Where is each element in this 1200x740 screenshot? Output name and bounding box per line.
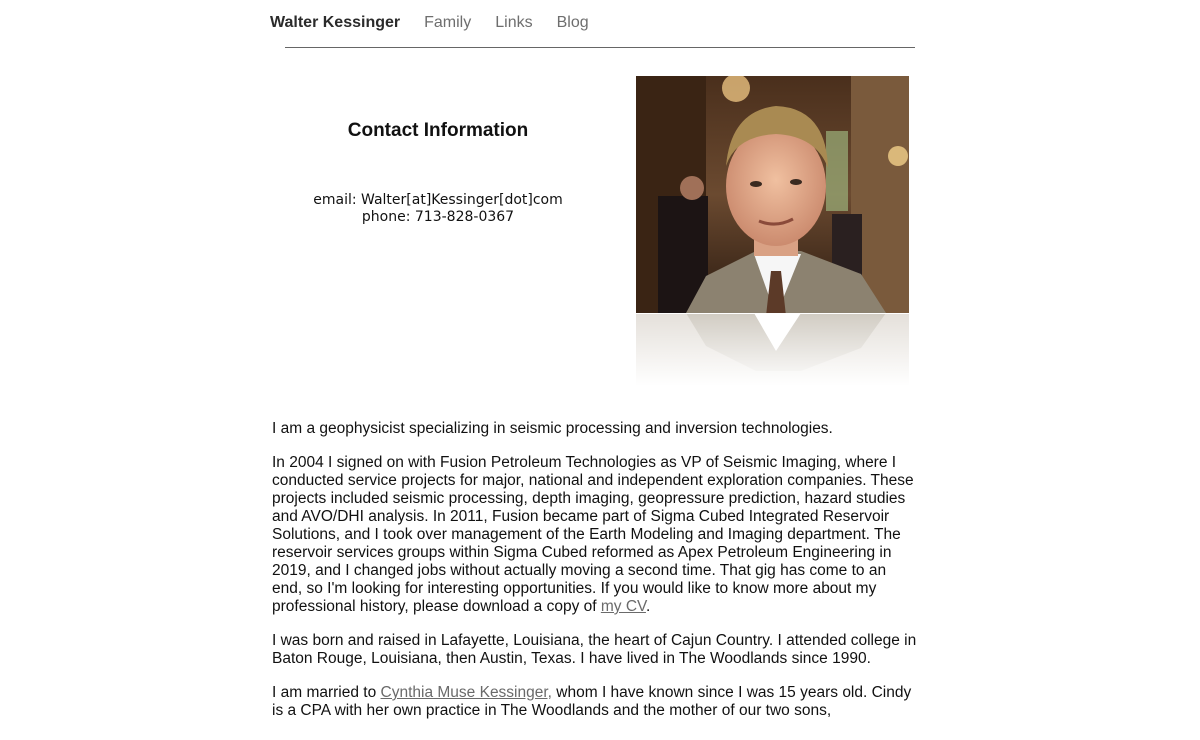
nav-link-links[interactable]: Links (495, 14, 533, 31)
bio-paragraph-1: I am a geophysicist specializing in seismic processing and inversion technologies. (272, 420, 833, 437)
nav-divider (285, 47, 915, 48)
contact-phone: phone: 713-828-0367 (361, 209, 515, 225)
bio-content (272, 420, 917, 736)
bio-paragraph-3: I was born and raised in Lafayette, Louisiana, the heart of Cajun Country. I attended college in Baton Rouge, Louisiana, then Austin, Texas. I have lived in The Woodlands since 1990. (272, 632, 917, 667)
cynthia-link[interactable]: Cynthia Muse Kessinger, (380, 684, 552, 701)
portrait-photo (636, 76, 909, 386)
contact-email: email: Walter[at]Kessinger[dot]com (313, 192, 563, 208)
bio-paragraph-2-end: . (645, 598, 651, 615)
bio-paragraph-4-rest: whom I have known since I was 15 years old. Cindy is a CPA with her own practice in The Woodlands and the mother of our two sons, (272, 684, 912, 719)
contact-details (285, 192, 591, 226)
contact-heading: Contact Information (347, 120, 529, 141)
cv-link[interactable]: my CV (600, 598, 646, 615)
portrait-illustration (636, 76, 909, 386)
top-nav (270, 14, 613, 32)
bio-paragraph-4-start: I am married to (272, 684, 381, 701)
bio-paragraph-4 (272, 684, 917, 720)
nav-link-blog[interactable]: Blog (556, 14, 589, 31)
nav-brand-link[interactable]: Walter Kessinger (270, 14, 401, 31)
bio-paragraph-2-text: In 2004 I signed on with Fusion Petroleum Technologies as VP of Seismic Imaging, where I conducted service projects for major, national and independent exploration companies. These projects included seismic processing, depth imaging, geopressure prediction, hazard studies and AVO/DHI analysis. In 2011, Fusion became part of Sigma Cubed Integrated Reservoir Solutions, and I took over management of the Earth Modeling and Imaging department. The reservoir services groups within Sigma Cubed reformed as Apex Petroleum Engineering in 2019, and I changed jobs without actually moving a second time. That gig has come to an end, so I'm looking for interesting opportunities. If you would like to know more about my professional history, please download a copy of (272, 454, 914, 615)
contact-section (285, 120, 591, 226)
nav-link-family[interactable]: Family (424, 14, 472, 31)
bio-paragraph-2 (272, 454, 917, 616)
